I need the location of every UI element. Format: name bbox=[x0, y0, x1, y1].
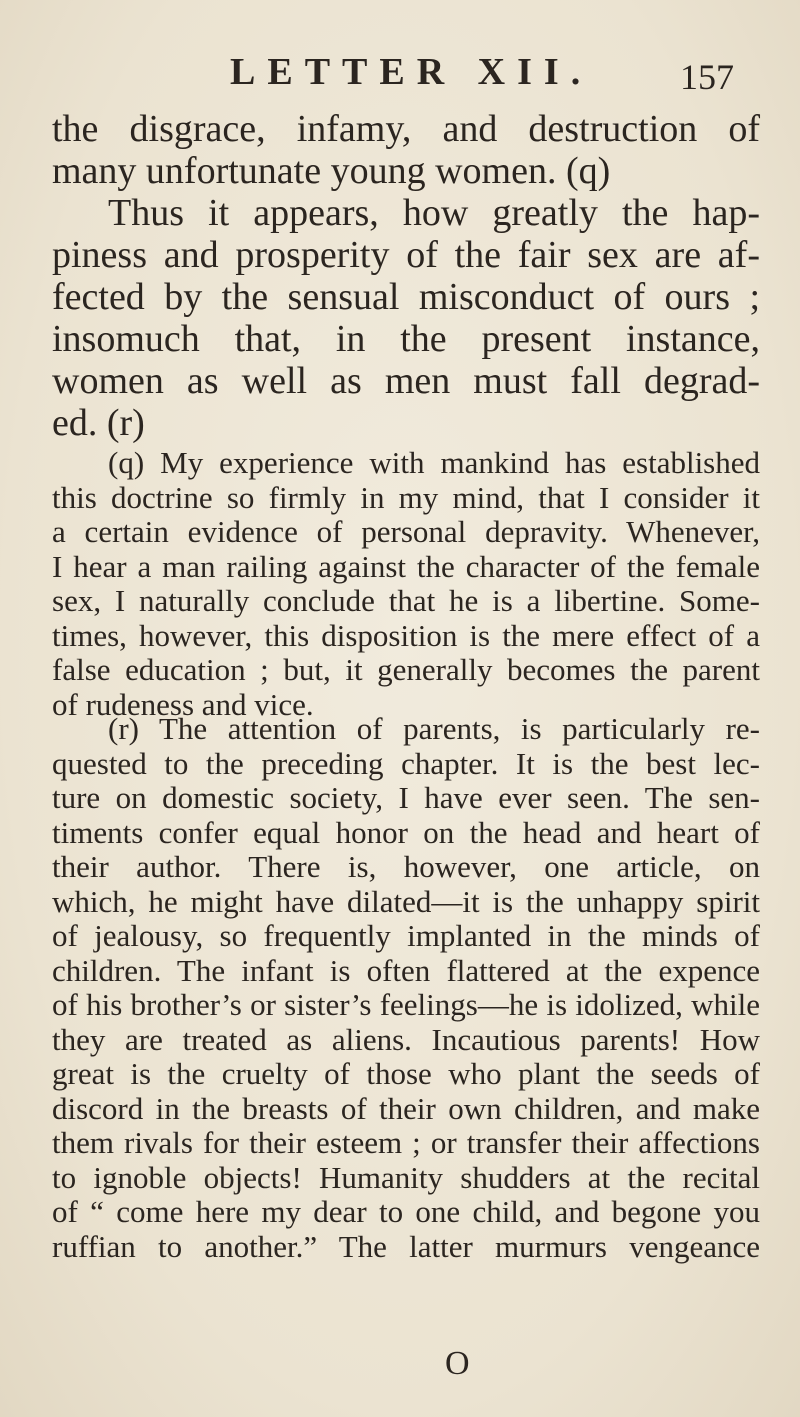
footnote-line: a certain evidence of personal depravity. Whenever, bbox=[52, 514, 760, 549]
footnote-line: great is the cruelty of those who plant the seeds of bbox=[52, 1056, 760, 1091]
main-text-line: Thus it appears, how greatly the hap- bbox=[108, 192, 760, 234]
footnote-line: ture on domestic society, I have ever seen. The sen- bbox=[52, 780, 760, 815]
footnote-line: ruffian to another.” The latter murmurs vengeance bbox=[52, 1228, 760, 1264]
footnote-line: false education ; but, it generally becomes the parent bbox=[52, 652, 760, 687]
footnote-line: their author. There is, however, one article, on bbox=[52, 849, 760, 884]
footnote-line: I hear a man railing against the character of the female bbox=[52, 548, 760, 584]
main-text-line: insomuch that, in the present instance, bbox=[52, 318, 760, 360]
footnote-line: which, he might have dilated—it is the unhappy spirit bbox=[52, 883, 760, 919]
main-text-line: women as well as men must fall degrad- bbox=[52, 360, 760, 402]
main-text-line: fected by the sensual misconduct of ours ; bbox=[52, 276, 760, 318]
main-text bbox=[52, 108, 760, 444]
footnote-line: of “ come here my dear to one child, and begone you bbox=[52, 1194, 760, 1229]
footnote-r bbox=[52, 712, 760, 1264]
footnote-line: quested to the preceding chapter. It is the best lec- bbox=[52, 745, 760, 781]
footnote-line: (r) The attention of parents, is particularly re- bbox=[108, 711, 760, 746]
main-text-line: ed. (r) bbox=[52, 402, 145, 444]
footnote-line: sex, I naturally conclude that he is a libertine. Some- bbox=[52, 583, 760, 618]
footnote-line: of rudeness and vice. bbox=[52, 686, 314, 722]
page-header bbox=[230, 50, 790, 110]
footnote-line: of jealousy, so frequently implanted in the minds of bbox=[52, 918, 760, 953]
main-text-line: the disgrace, infamy, and destruction of bbox=[52, 108, 760, 150]
page-number: 157 bbox=[680, 57, 734, 97]
footnote-line: them rivals for their esteem ; or transfer their affections bbox=[52, 1125, 760, 1160]
running-head: LETTER XII. bbox=[230, 51, 593, 93]
footnote-line: timents confer equal honor on the head and heart of bbox=[52, 814, 760, 850]
footnote-line: they are treated as aliens. Incautious parents! How bbox=[52, 1021, 760, 1057]
footnote-line: children. The infant is often flattered at the expence bbox=[52, 952, 760, 988]
main-text-line: many unfortunate young women. (q) bbox=[52, 150, 611, 192]
footnote-line: times, however, this disposition is the mere effect of a bbox=[52, 617, 760, 653]
footnote-line: to ignoble objects! Humanity shudders at the recital bbox=[52, 1159, 760, 1195]
footnote-line: of his brother’s or sister’s feelings—he is idolized, while bbox=[52, 987, 760, 1022]
main-text-line: piness and prosperity of the fair sex are af- bbox=[52, 234, 760, 276]
footnote-line: (q) My experience with mankind has established bbox=[108, 445, 760, 480]
footnote-q bbox=[52, 446, 760, 722]
footnote-line: this doctrine so firmly in my mind, that I consider it bbox=[52, 479, 760, 515]
footnote-line: discord in the breasts of their own children, and make bbox=[52, 1090, 760, 1126]
catchword: O bbox=[445, 1345, 470, 1382]
